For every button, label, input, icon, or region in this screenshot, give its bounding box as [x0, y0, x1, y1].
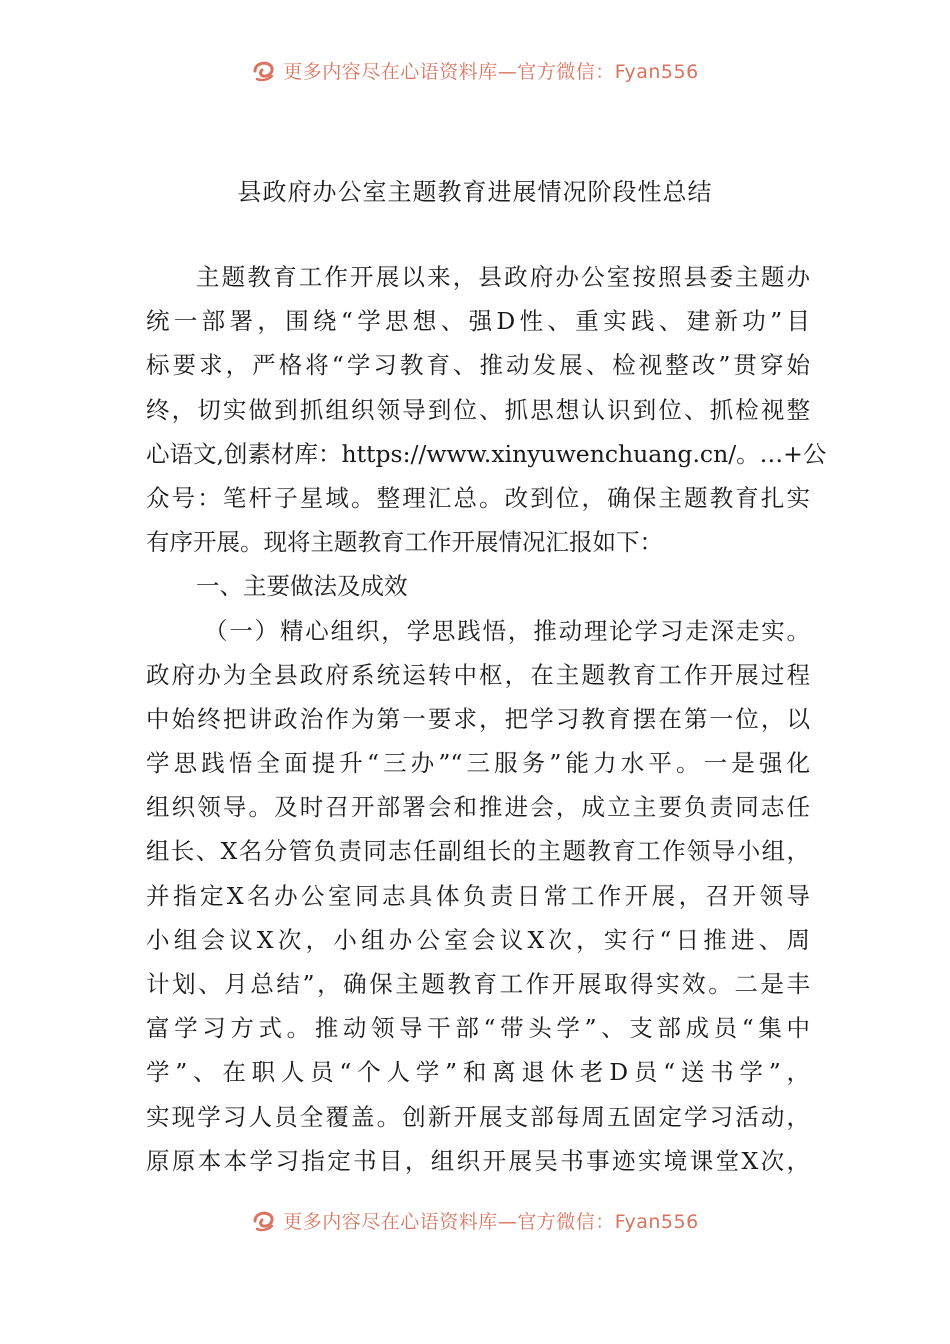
- body-line: 政府办为全县政府系统运转中枢，在主题教育工作开展过程: [146, 660, 810, 689]
- body-line: 有序开展。现将主题教育工作开展情况汇报如下：: [146, 528, 663, 557]
- body-line: 计划、月总结”，确保主题教育工作开展取得实效。二是丰: [146, 970, 810, 998]
- body-line: 组长、X名分管负责同志任副组长的主题教育工作领导小组，: [146, 837, 810, 866]
- body-line: 心语文,创素材库：https://www.xinyuwenchuang.cn/。…+公: [146, 439, 827, 468]
- body-line: 学”、在职人员“个人学”和离退休老D员“送书学”，: [146, 1058, 810, 1087]
- body-line: 组织领导。及时召开部署会和推进会，成立主要负责同志任: [146, 793, 810, 822]
- body-line: 实现学习人员全覆盖。创新开展支部每周五固定学习活动，: [146, 1102, 810, 1131]
- body-line: 统一部署，围绕“学思想、强D性、重实践、建新功”目: [146, 307, 810, 336]
- body-line: 富学习方式。推动领导干部“带头学”、支部成员“集中: [146, 1014, 810, 1043]
- document-title: 县政府办公室主题教育进展情况阶段性总结: [237, 178, 713, 206]
- swirl-logo-icon: [251, 57, 277, 83]
- watermark-text: 更多内容尽在心语资料库—官方微信：Fyan556: [283, 1210, 699, 1233]
- body-line: 主题教育工作开展以来，县政府办公室按照县委主题办: [196, 263, 810, 291]
- body-line: 并指定X名办公室同志具体负责日常工作开展，召开领导: [146, 881, 810, 910]
- body-line: 中始终把讲政治作为第一要求，把学习教育摆在第一位，以: [146, 704, 810, 733]
- body-line: 终，切实做到抓组织领导到位、抓思想认识到位、抓检视整: [146, 395, 810, 424]
- body-line: 众号：笔杆子星域。整理汇总。改到位，确保主题教育扎实: [146, 483, 810, 512]
- body-line: 学思践悟全面提升“三办”“三服务”能力水平。一是强化: [146, 749, 810, 778]
- body-line: 小组会议X次，小组办公室会议X次，实行“日推进、周: [146, 925, 810, 954]
- watermark-footer: [0, 1205, 950, 1235]
- watermark-text: 更多内容尽在心语资料库—官方微信：Fyan556: [283, 60, 699, 83]
- body-line: 原原本本学习指定书目，组织开展吴书事迹实境课堂X次，: [146, 1146, 810, 1175]
- section-heading: 一、主要做法及成效: [196, 572, 408, 601]
- body-line: 标要求，严格将“学习教育、推动发展、检视整改”贯穿始: [146, 351, 810, 380]
- watermark-header: [0, 55, 950, 85]
- swirl-logo-icon: [251, 1207, 277, 1233]
- document-body: [146, 255, 827, 1183]
- subsection-heading: （一）精心组织，学思践悟，推动理论学习走深走实。: [204, 616, 810, 645]
